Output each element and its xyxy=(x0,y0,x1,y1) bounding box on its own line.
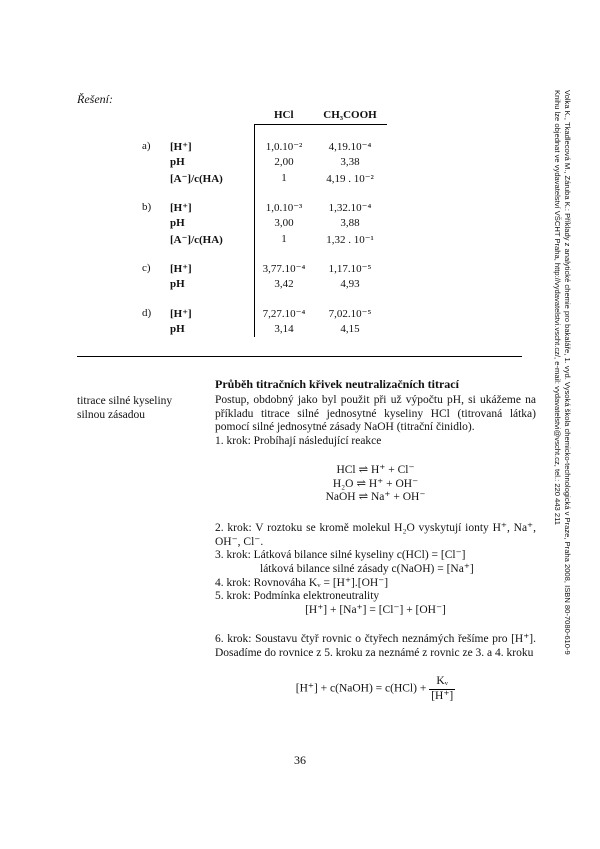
section-divider xyxy=(77,356,522,357)
acetic-acid-value: 3,88 xyxy=(340,217,360,229)
column-header-hcl: HCl xyxy=(255,106,314,125)
acetic-acid-value: 1,17.10⁻⁵ xyxy=(328,262,372,275)
quantity-label: [H⁺] xyxy=(170,307,192,320)
table-row xyxy=(142,154,387,170)
final-equation xyxy=(215,675,536,703)
quantity-label: pH xyxy=(170,217,185,229)
acetic-acid-value: 4,19.10⁻⁴ xyxy=(328,140,372,153)
hcl-value: 1,0.10⁻² xyxy=(255,138,314,154)
quantity-label: pH xyxy=(170,323,185,335)
table-row xyxy=(142,305,387,321)
quantity-label: [H⁺] xyxy=(170,262,192,275)
margin-note xyxy=(77,394,207,422)
acetic-acid-value: 1,32 . 10⁻¹ xyxy=(326,233,374,246)
margin-note-line: titrace silné kyseliny xyxy=(77,395,173,407)
reaction-water: H₂O ⇌ H⁺ + OH⁻ xyxy=(332,477,419,490)
solution-heading: Řešení: xyxy=(77,92,113,106)
row-label xyxy=(142,154,170,170)
side-citation xyxy=(553,90,572,655)
results-table xyxy=(142,106,387,337)
section-title: Průběh titračních křivek neutralizačních titrací xyxy=(215,377,459,391)
reaction-equations xyxy=(215,464,536,505)
hcl-value: 3,14 xyxy=(255,321,314,337)
margin-note-line: silnou zásadou xyxy=(77,409,146,421)
column-header-acetic-acid: CH₃COOH xyxy=(313,106,387,125)
acetic-acid-value: 4,93 xyxy=(340,278,360,290)
row-label xyxy=(142,170,170,186)
table-spacer xyxy=(142,186,387,199)
step-4: 4. krok: Rovnováha Kᵥ = [H⁺].[OH⁻] xyxy=(215,577,389,589)
reaction-hcl: HCl ⇌ H⁺ + Cl⁻ xyxy=(336,464,415,476)
row-label: c) xyxy=(142,262,151,274)
citation-line: Knihu lze objednat ve vydavatelství VŠCHT Praha, http://vydavatelstvi.vscht.cz/, e-mail: vydavatelstvi@vscht.cz, tel.: 220 443 211 xyxy=(553,90,562,525)
quantity-label: pH xyxy=(170,156,185,168)
table-spacer xyxy=(142,125,387,139)
quantity-label: [A⁻]/c(HA) xyxy=(170,172,223,185)
row-label: a) xyxy=(142,140,151,152)
row-label xyxy=(142,231,170,247)
quantity-label: [H⁺] xyxy=(170,201,192,214)
intro-paragraph: Postup, obdobný jako byl použit při už výpočtu pH, si ukážeme na příkladu titrace silné jednosytné kyseliny HCl (titrovaná látka) pomocí silné jednosytné zásady NaOH (titrační činidlo). xyxy=(215,394,536,433)
hcl-value: 3,77.10⁻⁴ xyxy=(255,260,314,276)
row-label xyxy=(142,276,170,292)
hcl-value: 7,27.10⁻⁴ xyxy=(255,305,314,321)
step-3-base-balance: látková bilance silné zásady c(NaOH) = [Na⁺] xyxy=(260,563,474,575)
hcl-value: 1 xyxy=(255,231,314,247)
row-label xyxy=(142,321,170,337)
final-equation-left: [H⁺] + c(NaOH) = c(HCl) + xyxy=(295,682,427,695)
acetic-acid-value: 3,38 xyxy=(340,156,360,168)
fraction-denominator: [H⁺] xyxy=(431,689,454,702)
quantity-label: pH xyxy=(170,278,185,290)
step-6: 6. krok: Soustavu čtyř rovnic o čtyřech neznámých řešíme pro [H⁺]. Dosadíme do rovnice z 5. kroku za neznámé z rovnic ze 3. a 4. kroku xyxy=(215,633,536,659)
fraction xyxy=(429,675,455,703)
acetic-acid-value: 4,19 . 10⁻² xyxy=(326,172,374,185)
row-label xyxy=(142,215,170,231)
table-row xyxy=(142,215,387,231)
row-label: d) xyxy=(142,307,152,319)
citation-line: Volka K., Tkadlecová M., Záruba K.: Příklady z analytické chemie pro bakaláře, 1. vyd. Vysoká škola chemicko-technologická v Praze, Praha 2008, ISBN 80-7080-610-9 xyxy=(563,90,572,655)
table-row xyxy=(142,321,387,337)
step-3: 3. krok: Látková bilance silné kyseliny c(HCl) = [Cl⁻] xyxy=(215,549,466,561)
hcl-value: 3,00 xyxy=(255,215,314,231)
table-row xyxy=(142,276,387,292)
row-label: b) xyxy=(142,201,152,213)
electroneutrality-equation: [H⁺] + [Na⁺] = [Cl⁻] + [OH⁻] xyxy=(305,604,446,616)
quantity-label: [H⁺] xyxy=(170,140,192,153)
acetic-acid-value: 7,02.10⁻⁵ xyxy=(328,307,372,320)
table-row xyxy=(142,260,387,276)
hcl-value: 1,0.10⁻³ xyxy=(255,199,314,215)
reaction-naoh: NaOH ⇌ Na⁺ + OH⁻ xyxy=(325,491,426,503)
step-5: 5. krok: Podmínka elektroneutrality xyxy=(215,590,380,602)
quantity-label: [A⁻]/c(HA) xyxy=(170,233,223,246)
table-row xyxy=(142,138,387,154)
table-row xyxy=(142,170,387,186)
step-1: 1. krok: Probíhají následující reakce xyxy=(215,435,382,447)
table-spacer xyxy=(142,292,387,305)
page-number: 36 xyxy=(294,753,306,767)
hcl-value: 2,00 xyxy=(255,154,314,170)
table-header-row xyxy=(142,106,387,125)
acetic-acid-value: 1,32.10⁻⁴ xyxy=(328,201,372,214)
hcl-value: 3,42 xyxy=(255,276,314,292)
fraction-numerator: Kᵥ xyxy=(429,675,455,690)
acetic-acid-value: 4,15 xyxy=(340,323,360,335)
table-spacer xyxy=(142,247,387,260)
hcl-value: 1 xyxy=(255,170,314,186)
table-row xyxy=(142,199,387,215)
table-row xyxy=(142,231,387,247)
step-2: 2. krok: V roztoku se kromě molekul H₂O vyskytují ionty H⁺, Na⁺, OH⁻, Cl⁻. xyxy=(215,522,536,548)
